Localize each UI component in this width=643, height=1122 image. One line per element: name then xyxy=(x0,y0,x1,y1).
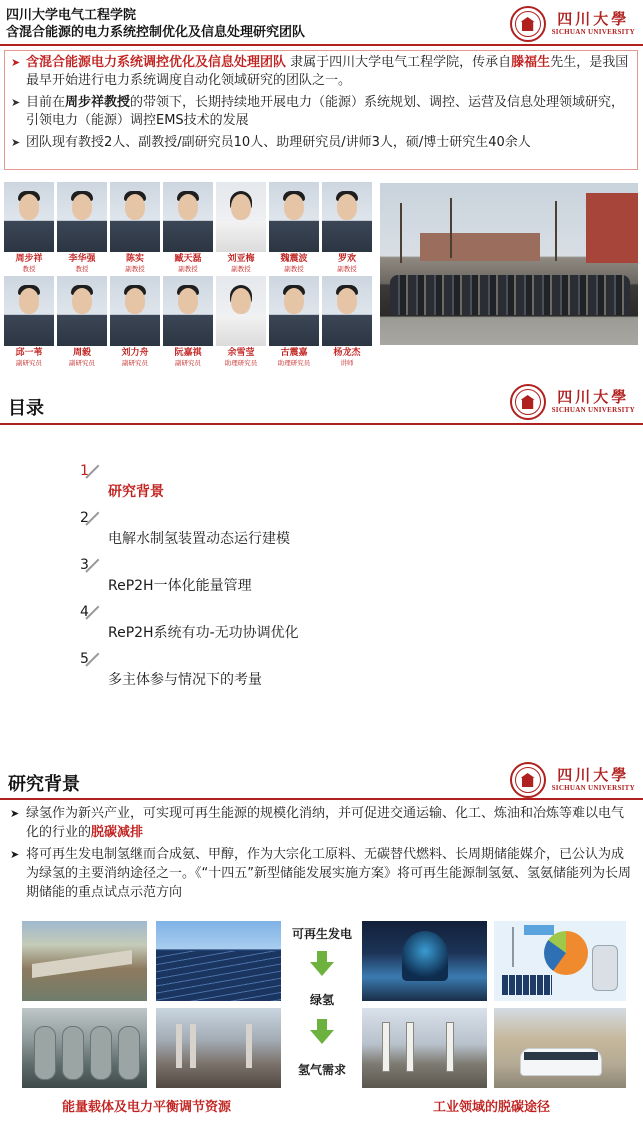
down-arrow-icon xyxy=(310,951,334,977)
university-logo xyxy=(510,762,635,798)
flow-step-hydrogen-demand: 氢气需求 xyxy=(297,1063,346,1077)
member-title: 副研究员 xyxy=(69,359,95,367)
emphasis-text: 脱碳减排 xyxy=(91,825,144,840)
sichuan-university-seal-icon xyxy=(510,384,546,420)
member-name: 周毅 xyxy=(72,348,91,358)
member-title: 副教授 xyxy=(337,265,357,273)
team-member-card xyxy=(269,182,319,274)
toc-label: 研究背景 xyxy=(108,484,164,500)
member-name: 杨龙杰 xyxy=(333,348,361,358)
member-title: 副教授 xyxy=(125,265,145,273)
member-title: 副研究员 xyxy=(122,359,148,367)
member-portrait xyxy=(110,276,160,346)
header-divider xyxy=(0,423,643,425)
sichuan-university-seal-icon xyxy=(510,6,546,42)
member-name: 邱一苇 xyxy=(15,348,43,358)
logo-chinese-text: 四川大學 xyxy=(557,766,630,784)
member-title: 副研究员 xyxy=(175,359,201,367)
member-name: 魏震波 xyxy=(280,254,308,264)
college-title: 四川大学电气工程学院 xyxy=(6,8,137,23)
member-portrait xyxy=(110,182,160,252)
member-portrait xyxy=(163,182,213,252)
team-member-card xyxy=(57,276,107,368)
member-portrait xyxy=(57,182,107,252)
intro-text: 团队现有教授2人、副教授/副研究员10人、助理研究员/讲师3人，硕/博士研究生40余人 xyxy=(26,135,531,150)
arrow-bullet-icon: ➤ xyxy=(11,96,21,109)
member-portrait xyxy=(4,276,54,346)
member-name: 刘力舟 xyxy=(121,348,149,358)
header-divider xyxy=(0,798,643,800)
logo-english-text: SICHUAN UNIVERSITY xyxy=(551,406,635,414)
university-logo xyxy=(510,384,635,420)
section-title: 研究背景 xyxy=(8,774,80,795)
team-member-card xyxy=(110,182,160,274)
member-portrait xyxy=(163,276,213,346)
member-title: 助理研究员 xyxy=(224,359,258,367)
energy-storage-diagram xyxy=(494,921,626,1001)
team-member-card xyxy=(4,182,54,274)
intro-text: 先生，是我国最早开始进行电力系统调度自动化领域研究的团队之一。 xyxy=(26,55,629,88)
member-name: 臧天磊 xyxy=(174,254,202,264)
team-group-photo xyxy=(380,183,638,345)
member-name: 刘亚梅 xyxy=(227,254,255,264)
member-name: 余雪莹 xyxy=(227,348,255,358)
member-name: 陈实 xyxy=(125,254,144,264)
team-intro-box xyxy=(4,50,638,170)
sichuan-university-seal-icon xyxy=(510,762,546,798)
university-logo xyxy=(510,6,635,42)
leader-name: 周步祥教授 xyxy=(65,95,131,110)
member-name: 阮嘉祺 xyxy=(174,348,202,358)
arrow-bullet-icon: ➤ xyxy=(10,807,20,820)
intro-text: 的带领下，长期持续地开展电力（能源）系统规划、调控、运营及信息处理领域研究，引领电力（能源）调控EMS技术的发展 xyxy=(26,95,625,128)
team-member-card xyxy=(163,276,213,368)
member-title: 副研究员 xyxy=(16,359,42,367)
hydropower-dam-photo xyxy=(22,921,147,1001)
member-portrait xyxy=(322,276,372,346)
hydrogen-plant-photo xyxy=(156,1008,281,1088)
team-member-card xyxy=(57,182,107,274)
member-title: 教授 xyxy=(22,265,36,273)
toc-number: 5 xyxy=(80,651,89,667)
arrow-bullet-icon: ➤ xyxy=(11,56,21,69)
member-name: 周步祥 xyxy=(15,254,43,264)
hydrogen-flow-diagram xyxy=(282,921,362,1088)
caption-industrial-decarbonization: 工业领域的脱碳途径 xyxy=(433,1100,551,1115)
background-slide xyxy=(0,760,643,1122)
member-portrait xyxy=(322,182,372,252)
member-name: 罗欢 xyxy=(337,254,356,264)
member-portrait xyxy=(269,182,319,252)
toc-label: 电解水制氢装置动态运行建模 xyxy=(108,531,290,547)
intro-bullet-3 xyxy=(11,134,631,152)
down-arrow-icon xyxy=(310,1019,334,1045)
logo-english-text: SICHUAN UNIVERSITY xyxy=(551,28,635,36)
member-portrait xyxy=(57,276,107,346)
background-bullet-1 xyxy=(8,804,636,842)
logo-english-text: SICHUAN UNIVERSITY xyxy=(551,784,635,792)
member-name: 古震嘉 xyxy=(280,348,308,358)
background-bullet-2 xyxy=(8,845,636,902)
member-title: 副教授 xyxy=(284,265,304,273)
member-title: 副教授 xyxy=(178,265,198,273)
team-member-card xyxy=(216,182,266,274)
toc-number: 1 xyxy=(80,463,89,479)
team-member-card xyxy=(322,182,372,274)
arrow-bullet-icon: ➤ xyxy=(10,848,20,861)
toc-number: 3 xyxy=(80,557,89,573)
toc-number: 4 xyxy=(80,604,89,620)
team-member-card xyxy=(269,276,319,368)
hydrogen-city-night-photo xyxy=(362,921,487,1001)
solar-farm-photo xyxy=(156,921,281,1001)
refinery-photo xyxy=(362,1008,487,1088)
team-members-grid xyxy=(4,182,374,370)
intro-bullet-1 xyxy=(11,54,631,90)
team-intro-slide xyxy=(0,0,643,370)
member-portrait xyxy=(216,276,266,346)
member-portrait xyxy=(216,182,266,252)
member-title: 副教授 xyxy=(231,265,251,273)
toc-label: 多主体参与情况下的考量 xyxy=(108,672,262,688)
arrow-bullet-icon: ➤ xyxy=(11,136,21,149)
team-member-card xyxy=(110,276,160,368)
member-portrait xyxy=(4,182,54,252)
toc-number: 2 xyxy=(80,510,89,526)
intro-bullet-2 xyxy=(11,94,631,130)
logo-chinese-text: 四川大學 xyxy=(557,10,630,28)
member-portrait xyxy=(269,276,319,346)
team-member-card xyxy=(322,276,372,368)
team-member-card xyxy=(163,182,213,274)
team-name: 含混合能源电力系统调控优化及信息处理团队 xyxy=(26,55,287,70)
electrolyzer-tanks-photo xyxy=(22,1008,147,1088)
toc-label: ReP2H系统有功-无功协调优化 xyxy=(108,625,299,641)
member-title: 教授 xyxy=(75,265,89,273)
intro-text: 隶属于四川大学电气工程学院，传承自 xyxy=(290,55,512,70)
flow-step-renewable: 可再生发电 xyxy=(291,927,352,941)
toc-title: 目录 xyxy=(8,398,44,419)
team-member-card xyxy=(4,276,54,368)
hydrogen-bus-photo xyxy=(494,1008,626,1088)
logo-chinese-text: 四川大學 xyxy=(557,388,630,406)
toc-label: ReP2H一体化能量管理 xyxy=(108,578,252,594)
caption-energy-carrier: 能量载体及电力平衡调节资源 xyxy=(62,1100,232,1115)
toc-slide xyxy=(0,381,643,736)
team-member-card xyxy=(216,276,266,368)
member-name: 李华强 xyxy=(68,254,96,264)
member-title: 讲师 xyxy=(340,359,354,367)
team-title: 含混合能源的电力系统控制优化及信息处理研究团队 xyxy=(6,25,306,40)
intro-text: 目前在 xyxy=(26,95,66,110)
bullet-text: 将可再生发电制氢继而合成氨、甲醇，作为大宗化工原料、无碳替代燃料、长周期储能媒介，已公认为成为绿氢的主要消纳途径之一。《“十四五”新型储能发展实施方案》将可再生能源制氢氨、氢氨储能列为长周期储能的重点试点示范方向 xyxy=(26,847,631,900)
member-title: 助理研究员 xyxy=(277,359,311,367)
founder-name: 滕福生 xyxy=(511,55,551,70)
bullet-text: 绿氢作为新兴产业，可实现可再生能源的规模化消纳，并可促进交通运输、化工、炼油和冶炼等难以电气化的行业的 xyxy=(26,806,625,840)
flow-step-green-hydrogen: 绿氢 xyxy=(309,993,334,1007)
header-divider xyxy=(0,44,643,46)
